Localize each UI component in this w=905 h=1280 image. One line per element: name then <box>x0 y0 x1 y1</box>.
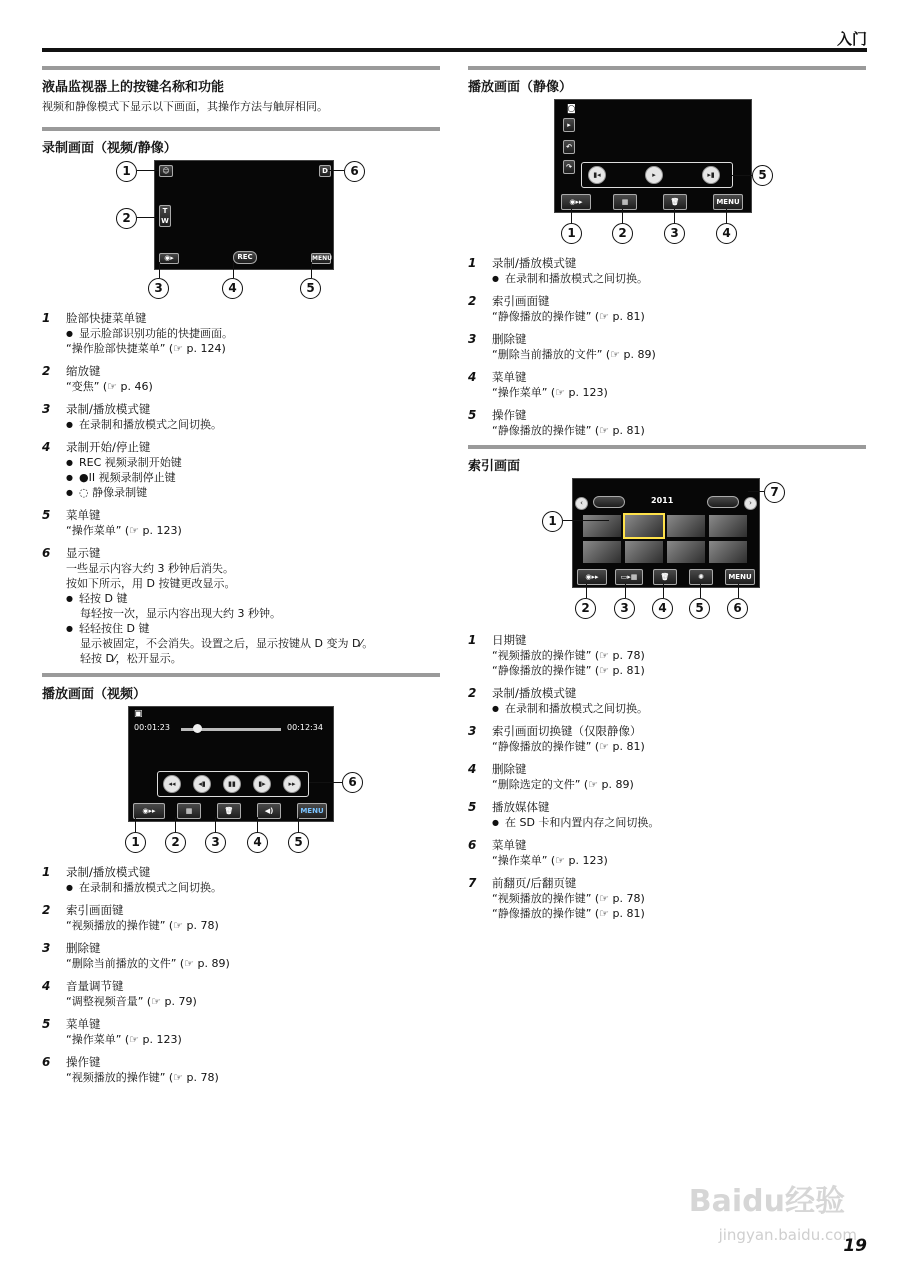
item-heading <box>42 1054 440 1070</box>
menu-button[interactable]: MENU <box>725 569 755 585</box>
total-time: 00:12:34 <box>287 723 323 732</box>
callout-1: 1 <box>116 161 137 182</box>
item-title: 录制/播放模式键 <box>492 256 577 270</box>
item-number: 6 <box>468 838 477 852</box>
item-number: 1 <box>468 633 477 647</box>
item-heading <box>42 545 440 561</box>
callout-2: 2 <box>116 208 137 229</box>
camera-icon: ◙ <box>567 104 576 114</box>
item-title: 菜单键 <box>492 370 527 384</box>
item-heading <box>468 255 866 271</box>
callout-leader <box>257 817 258 832</box>
callout-2: 2 <box>575 598 596 619</box>
callout-6: 6 <box>727 598 748 619</box>
chapter-title: 入门 <box>836 30 867 48</box>
list-item <box>468 685 866 716</box>
item-heading <box>42 439 440 455</box>
face-menu-button[interactable]: ☺ <box>159 165 173 177</box>
list-item <box>42 363 440 394</box>
item-title: 显示键 <box>66 546 101 560</box>
item-heading <box>42 363 440 379</box>
callout-2: 2 <box>165 832 186 853</box>
elapsed-time: 00:01:23 <box>134 723 170 732</box>
item-title: 菜单键 <box>66 508 101 522</box>
zoom-w-label: W <box>161 217 169 225</box>
callout-leader <box>571 209 572 223</box>
list-item <box>42 940 440 971</box>
item-heading <box>468 837 866 853</box>
item-number: 3 <box>42 941 51 955</box>
item-title: 缩放键 <box>66 364 101 378</box>
item-number: 2 <box>468 686 477 700</box>
rec-play-mode-button[interactable]: ◉▸▸ <box>561 194 591 210</box>
item-number: 3 <box>468 724 477 738</box>
callout-3: 3 <box>664 223 685 244</box>
item-title: 索引画面切换键（仅限静像） <box>492 724 642 738</box>
previous-button[interactable]: ▮◂ <box>588 166 606 184</box>
section-intro: 视频和静像模式下显示以下画面，其操作方法与触屏相同。 <box>42 100 328 113</box>
section-title: 播放画面（视频） <box>42 687 147 702</box>
item-number: 3 <box>42 402 51 416</box>
item-title: 索引画面键 <box>66 903 124 917</box>
item-text: “视频播放的操作键” (☞ p. 78) <box>66 1071 219 1084</box>
callout-leader <box>625 584 626 598</box>
item-text: 轻按 D⁄，松开显示。 <box>80 652 182 665</box>
item-text: “视频播放的操作键” (☞ p. 78) <box>66 919 219 932</box>
callout-3: 3 <box>614 598 635 619</box>
video-playback-screen <box>128 706 334 822</box>
next-button[interactable]: ▸▮ <box>702 166 720 184</box>
display-button[interactable]: D <box>319 165 331 177</box>
item-text: “操作菜单” (☞ p. 123) <box>66 1033 182 1046</box>
zoom-button[interactable] <box>159 205 171 227</box>
record-screen-figure <box>116 160 366 300</box>
rotate-right-button[interactable]: ↷ <box>563 160 575 174</box>
item-text: “变焦” (☞ p. 46) <box>66 380 153 393</box>
callout-4: 4 <box>652 598 673 619</box>
item-bullet: ● 显示脸部识别功能的快捷画面。 <box>42 326 440 341</box>
list-item <box>468 369 866 400</box>
play-button[interactable]: ▸ <box>645 166 663 184</box>
volume-button[interactable]: ◀) <box>257 803 281 819</box>
video-playback-items <box>42 864 440 1085</box>
item-bullet: ● 轻轻按住 D 键 <box>42 621 440 636</box>
item-title: 录制/播放模式键 <box>66 865 151 879</box>
callout-3: 3 <box>148 278 169 299</box>
item-text: “静像播放的操作键” (☞ p. 81) <box>492 740 645 753</box>
item-text: 显示被固定，不会消失。设置之后，显示按键从 D 变为 D⁄。 <box>80 637 374 650</box>
index-screen-figure <box>542 478 792 622</box>
item-title: 删除键 <box>66 941 101 955</box>
record-items <box>42 310 440 666</box>
list-item <box>468 875 866 921</box>
list-item <box>468 255 866 286</box>
list-item <box>468 837 866 868</box>
callout-5: 5 <box>288 832 309 853</box>
item-number: 4 <box>468 762 477 776</box>
index-year: 2011 <box>651 496 674 505</box>
date-button-left[interactable] <box>593 496 625 508</box>
item-number: 2 <box>468 294 477 308</box>
item-heading <box>42 401 440 417</box>
fast-forward-button[interactable]: ▸▸ <box>283 775 301 793</box>
item-text: “操作菜单” (☞ p. 123) <box>492 386 608 399</box>
section-lcd-buttons <box>42 66 440 115</box>
item-text: “静像播放的操作键” (☞ p. 81) <box>492 310 645 323</box>
list-item <box>468 331 866 362</box>
item-number: 3 <box>468 332 477 346</box>
item-text: 按如下所示，用 D 按键更改显示。 <box>66 577 236 590</box>
page-number: 19 <box>843 1236 867 1256</box>
item-number: 4 <box>42 440 51 454</box>
section-title: 录制画面（视频/静像） <box>42 141 177 156</box>
list-item <box>468 761 866 792</box>
item-number: 5 <box>468 800 477 814</box>
callout-leader <box>175 817 176 832</box>
item-heading <box>468 875 866 891</box>
item-text: “操作脸部快捷菜单” (☞ p. 124) <box>66 342 226 355</box>
item-number: 4 <box>468 370 477 384</box>
item-text: “静像播放的操作键” (☞ p. 81) <box>492 424 645 437</box>
seek-handle[interactable] <box>193 724 202 733</box>
thumbnail[interactable] <box>583 541 621 563</box>
item-heading <box>468 723 866 739</box>
item-bullet: ● 在 SD 卡和内置内存之间切换。 <box>468 815 866 830</box>
date-button-right[interactable] <box>707 496 739 508</box>
callout-leader <box>311 262 312 278</box>
callout-leader <box>137 170 159 171</box>
section-rule <box>468 445 866 449</box>
video-playback-figure <box>116 706 366 854</box>
callout-leader <box>732 175 752 176</box>
rec-play-mode-button[interactable]: ◉▸▸ <box>133 803 165 819</box>
item-number: 1 <box>42 311 51 325</box>
list-item <box>42 310 440 356</box>
list-item <box>42 864 440 895</box>
callout-5: 5 <box>752 165 773 186</box>
item-number: 6 <box>42 1055 51 1069</box>
list-item <box>42 439 440 500</box>
list-item <box>468 293 866 324</box>
left-column <box>42 66 440 1092</box>
item-title: 操作键 <box>492 408 527 422</box>
section-title: 索引画面 <box>468 459 521 474</box>
item-title: 删除键 <box>492 762 527 776</box>
item-number: 5 <box>468 408 477 422</box>
previous-page-button[interactable]: ‹ <box>575 497 588 510</box>
rec-play-mode-button[interactable]: ◉▸▸ <box>577 569 607 585</box>
item-text: “静像播放的操作键” (☞ p. 81) <box>492 664 645 677</box>
item-bullet: ● ◌ 静像录制键 <box>42 485 440 500</box>
callout-4: 4 <box>716 223 737 244</box>
item-number: 1 <box>468 256 477 270</box>
item-number: 7 <box>468 876 477 890</box>
item-number: 4 <box>42 979 51 993</box>
item-title: 录制开始/停止键 <box>66 440 151 454</box>
item-bullet: ● 轻按 D 键 <box>42 591 440 606</box>
callout-5: 5 <box>689 598 710 619</box>
item-number: 6 <box>42 546 51 560</box>
thumbnail[interactable] <box>667 515 705 537</box>
item-heading <box>468 331 866 347</box>
section-rule <box>42 127 440 131</box>
item-title: 前翻页/后翻页键 <box>492 876 577 890</box>
step-forward-button[interactable]: ▮▸ <box>253 775 271 793</box>
item-heading <box>468 293 866 309</box>
item-bullet: ● 在录制和播放模式之间切换。 <box>42 880 440 895</box>
section-rule <box>468 66 866 70</box>
list-item <box>42 545 440 666</box>
callout-1: 1 <box>542 511 563 532</box>
callout-leader <box>663 584 664 598</box>
rewind-button[interactable]: ◂◂ <box>163 775 181 793</box>
item-bullet: ● 在录制和播放模式之间切换。 <box>468 701 866 716</box>
item-title: 操作键 <box>66 1055 101 1069</box>
still-playback-items <box>468 255 866 438</box>
page-header <box>42 26 867 50</box>
item-text: “操作菜单” (☞ p. 123) <box>66 524 182 537</box>
menu-button[interactable]: MENU <box>297 803 327 819</box>
item-title: 录制/播放模式键 <box>66 402 151 416</box>
item-heading <box>468 632 866 648</box>
list-item <box>468 407 866 438</box>
callout-5: 5 <box>300 278 321 299</box>
callout-leader <box>309 782 342 783</box>
callout-leader <box>135 817 136 832</box>
menu-button[interactable]: MENU <box>713 194 743 210</box>
callout-leader <box>748 491 764 492</box>
item-number: 2 <box>42 364 51 378</box>
item-text: “删除当前播放的文件” (☞ p. 89) <box>66 957 230 970</box>
item-title: 删除键 <box>492 332 527 346</box>
item-heading <box>468 761 866 777</box>
item-title: 菜单键 <box>492 838 527 852</box>
list-item <box>42 978 440 1009</box>
list-item <box>42 902 440 933</box>
callout-2: 2 <box>612 223 633 244</box>
item-number: 1 <box>42 865 51 879</box>
thumbnail[interactable] <box>667 541 705 563</box>
callout-leader <box>738 584 739 598</box>
rec-start-stop-button[interactable]: REC <box>233 251 257 264</box>
thumbnail[interactable] <box>583 515 621 537</box>
operation-buttons-group <box>157 771 309 797</box>
item-bullet: ● 在录制和播放模式之间切换。 <box>42 417 440 432</box>
item-bullet: ● REC 视频录制开始键 <box>42 455 440 470</box>
item-text: “调整视频音量” (☞ p. 79) <box>66 995 197 1008</box>
item-heading <box>42 902 440 918</box>
still-playback-screen <box>554 99 752 213</box>
section-title: 液晶监视器上的按键名称和功能 <box>42 80 225 95</box>
callout-leader <box>159 262 160 278</box>
slideshow-button[interactable]: ▸ <box>563 118 575 132</box>
header-rule <box>42 48 867 52</box>
item-title: 日期键 <box>492 633 527 647</box>
pause-button[interactable]: ▮▮ <box>223 775 241 793</box>
delete-button[interactable]: 🗑 <box>663 194 687 210</box>
item-text: “视频播放的操作键” (☞ p. 78) <box>492 649 645 662</box>
list-item <box>468 632 866 678</box>
callout-leader <box>586 584 587 598</box>
section-title: 播放画面（静像） <box>468 80 573 95</box>
callout-leader <box>622 209 623 223</box>
operation-buttons-group <box>581 162 733 188</box>
item-bullet: ● 在录制和播放模式之间切换。 <box>468 271 866 286</box>
item-heading <box>468 369 866 385</box>
list-item <box>468 723 866 754</box>
callout-leader <box>215 817 216 832</box>
list-item <box>42 401 440 432</box>
delete-button[interactable]: 🗑 <box>653 569 677 585</box>
index-switch-button[interactable]: ▭▸▦ <box>615 569 643 585</box>
item-heading <box>42 864 440 880</box>
media-button[interactable]: ✺ <box>689 569 713 585</box>
callout-leader <box>298 817 299 832</box>
callout-6: 6 <box>344 161 365 182</box>
item-text: 一些显示内容大约 3 秒钟后消失。 <box>66 562 234 575</box>
item-title: 音量调节键 <box>66 979 124 993</box>
callout-7: 7 <box>764 482 785 503</box>
index-button[interactable]: ▦ <box>177 803 201 819</box>
item-heading <box>42 310 440 326</box>
watermark-logo: Baidu经验 <box>688 1184 845 1219</box>
menu-button[interactable]: MENU <box>312 255 332 262</box>
item-text: “静像播放的操作键” (☞ p. 81) <box>492 907 645 920</box>
item-title: 脸部快捷菜单键 <box>66 311 147 325</box>
section-video-playback <box>42 673 440 1085</box>
video-icon: ▣ <box>134 709 143 719</box>
item-number: 5 <box>42 1017 51 1031</box>
item-number: 5 <box>42 508 51 522</box>
item-heading <box>42 978 440 994</box>
item-title: 录制/播放模式键 <box>492 686 577 700</box>
item-text: “操作菜单” (☞ p. 123) <box>492 854 608 867</box>
callout-6: 6 <box>342 772 363 793</box>
callout-4: 4 <box>247 832 268 853</box>
still-playback-figure <box>542 99 792 245</box>
index-items <box>468 632 866 921</box>
thumbnail-selected[interactable] <box>625 515 663 537</box>
list-item <box>42 1016 440 1047</box>
item-heading <box>468 685 866 701</box>
item-text: 每轻按一次，显示内容出现大约 3 秒钟。 <box>80 607 281 620</box>
callout-leader <box>233 262 234 278</box>
item-heading <box>42 507 440 523</box>
item-title: 菜单键 <box>66 1017 101 1031</box>
callout-4: 4 <box>222 278 243 299</box>
rotate-left-button[interactable]: ↶ <box>563 140 575 154</box>
item-heading <box>468 799 866 815</box>
section-index-screen <box>468 445 866 921</box>
item-heading <box>42 1016 440 1032</box>
step-back-button[interactable]: ◂▮ <box>193 775 211 793</box>
thumbnail[interactable] <box>709 515 747 537</box>
index-screen <box>572 478 760 588</box>
callout-leader <box>700 584 701 598</box>
list-item <box>468 799 866 830</box>
callout-3: 3 <box>205 832 226 853</box>
callout-leader <box>137 217 157 218</box>
list-item <box>42 507 440 538</box>
item-title: 播放媒体键 <box>492 800 550 814</box>
item-text: “删除当前播放的文件” (☞ p. 89) <box>492 348 656 361</box>
item-text: “视频播放的操作键” (☞ p. 78) <box>492 892 645 905</box>
callout-leader <box>674 209 675 223</box>
callout-leader <box>563 520 609 521</box>
record-screen <box>154 160 334 270</box>
thumbnail[interactable] <box>709 541 747 563</box>
item-bullet: ● ●II 视频录制停止键 <box>42 470 440 485</box>
callout-1: 1 <box>125 832 146 853</box>
right-column <box>468 66 866 928</box>
item-text: “删除选定的文件” (☞ p. 89) <box>492 778 634 791</box>
section-rule <box>42 66 440 70</box>
item-title: 索引画面键 <box>492 294 550 308</box>
thumbnail[interactable] <box>625 541 663 563</box>
delete-button[interactable]: 🗑 <box>217 803 241 819</box>
item-number: 2 <box>42 903 51 917</box>
section-record-screen <box>42 127 440 666</box>
callout-leader <box>328 170 344 171</box>
callout-1: 1 <box>561 223 582 244</box>
list-item <box>42 1054 440 1085</box>
section-still-playback <box>468 66 866 438</box>
index-button[interactable]: ▦ <box>613 194 637 210</box>
item-heading <box>42 940 440 956</box>
callout-leader <box>726 209 727 223</box>
rec-play-mode-button[interactable]: ◉▸ <box>159 253 179 264</box>
next-page-button[interactable]: › <box>744 497 757 510</box>
zoom-t-label: T <box>162 207 168 215</box>
item-heading <box>468 407 866 423</box>
section-rule <box>42 673 440 677</box>
watermark-url: jingyan.baidu.com <box>718 1226 857 1244</box>
